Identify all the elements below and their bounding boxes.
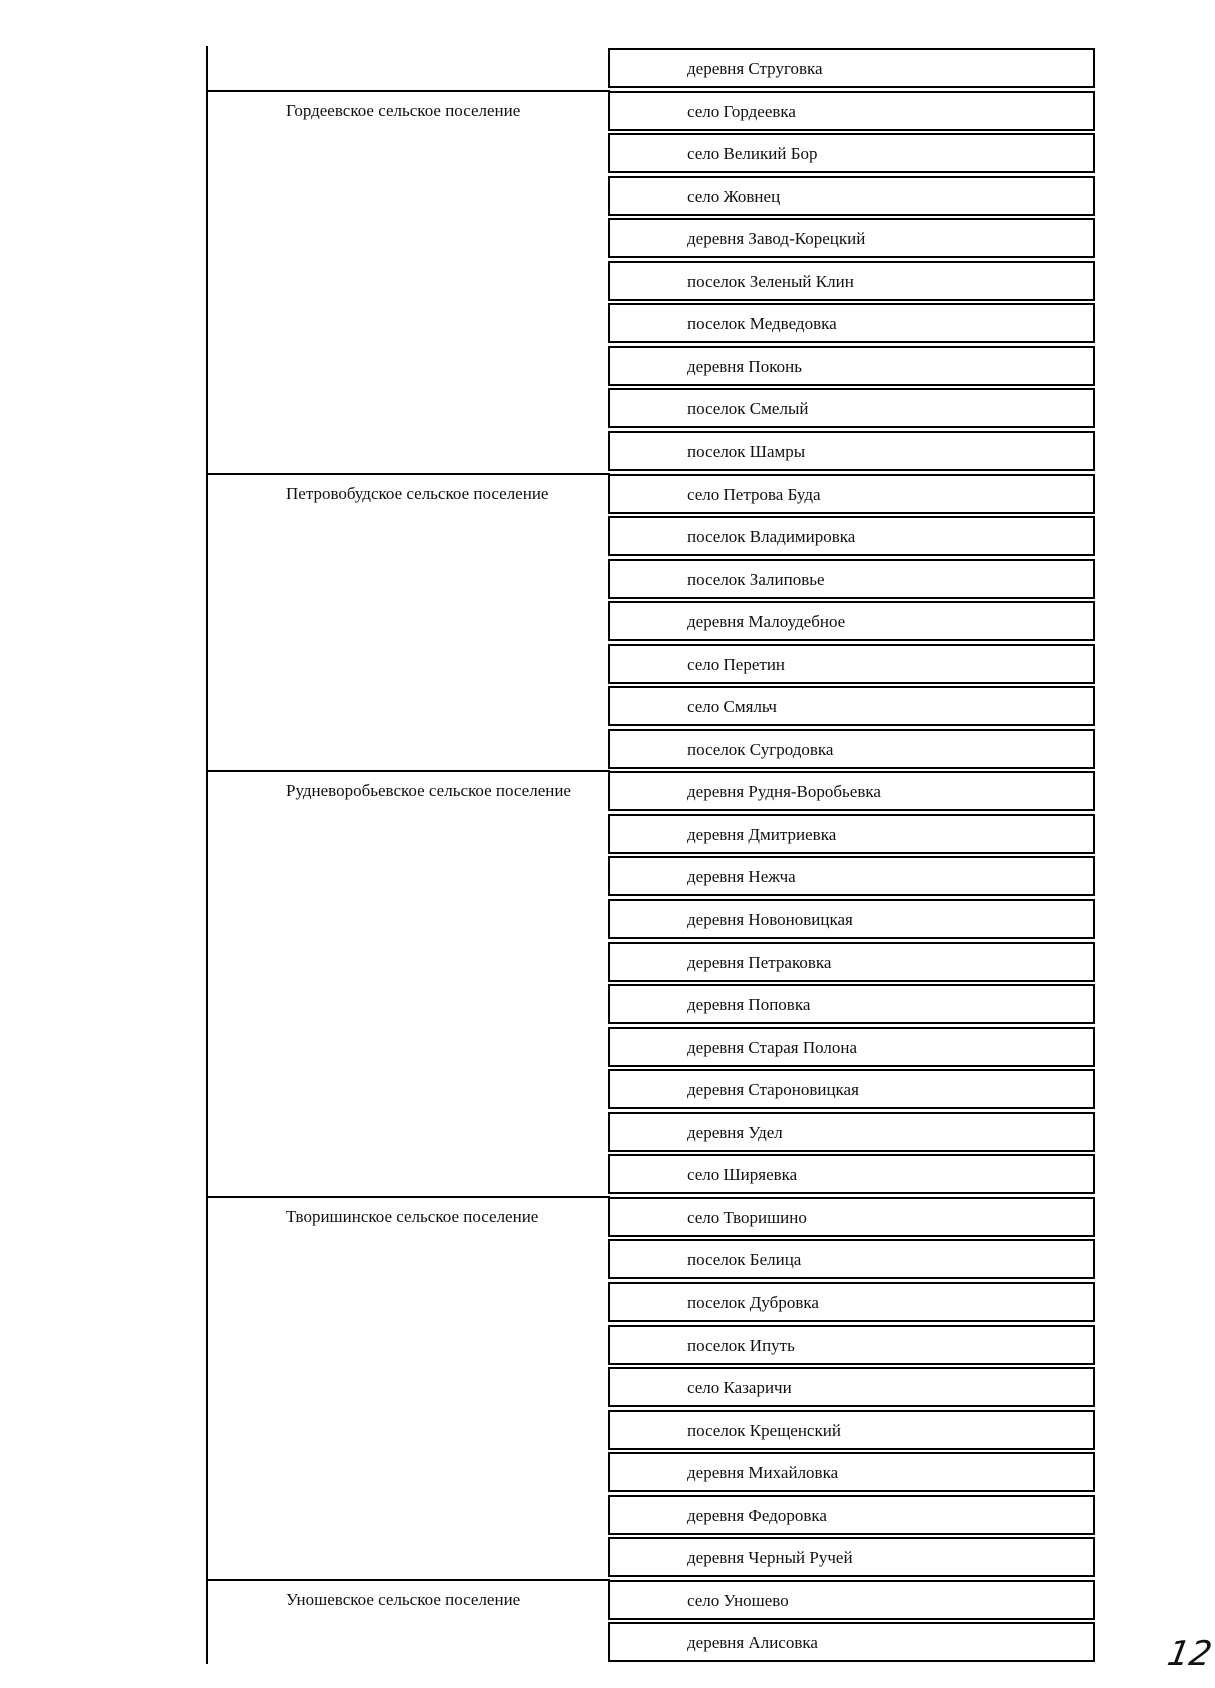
group-separator	[206, 1579, 610, 1581]
settlement-row	[608, 1325, 1095, 1365]
settlement-name: село Великий Бор	[687, 144, 818, 164]
settlement-name: поселок Ипуть	[687, 1335, 795, 1355]
settlement-row	[608, 1027, 1095, 1067]
settlement-row	[608, 431, 1095, 471]
settlement-row	[608, 1197, 1095, 1237]
settlement-name: поселок Дубровка	[687, 1292, 819, 1312]
settlement-name: деревня Петраковка	[687, 952, 832, 972]
settlement-name: деревня Нежча	[687, 867, 796, 887]
settlement-name: село Перетин	[687, 654, 786, 674]
settlement-row	[608, 1495, 1095, 1535]
settlement-row	[608, 1367, 1095, 1407]
settlement-row	[608, 814, 1095, 854]
settlement-name: поселок Владимировка	[687, 527, 856, 547]
settlement-name: село Жовнец	[687, 186, 781, 206]
settlement-name: деревня Малоудебное	[687, 612, 846, 632]
settlement-name: поселок Залиповье	[687, 569, 825, 589]
settlement-row	[608, 388, 1095, 428]
settlement-row	[608, 771, 1095, 811]
page-number: 12	[1164, 1634, 1215, 1674]
settlement-name: деревня Новоновицкая	[687, 910, 853, 929]
poselenie-name: Творишинское сельское поселение	[286, 1206, 539, 1226]
settlement-name: деревня Черный Ручей	[687, 1548, 853, 1568]
settlement-name: деревня Струговка	[687, 59, 823, 78]
settlement-name: деревня Алисовка	[687, 1633, 818, 1653]
group-separator	[206, 473, 610, 475]
settlement-name: деревня Поповка	[687, 995, 811, 1015]
settlement-name: поселок Белица	[687, 1250, 802, 1270]
settlement-row	[608, 729, 1095, 769]
settlement-row	[608, 516, 1095, 556]
settlement-name: поселок Зеленый Клин	[687, 271, 854, 291]
group-separator	[206, 770, 610, 772]
settlement-row	[608, 1410, 1095, 1450]
settlement-name: село Смяльч	[687, 697, 777, 717]
settlement-name: деревня Староновицкая	[687, 1080, 859, 1100]
settlement-name: деревня Дмитриевка	[687, 824, 837, 844]
poselenie-name: Гордеевское сельское поселение	[286, 100, 521, 120]
settlement-row	[608, 984, 1095, 1024]
settlement-name: поселок Сугродовка	[687, 739, 834, 759]
settlement-row	[608, 1112, 1095, 1152]
settlement-name: село Гордеевка	[687, 101, 796, 121]
poselenie-name: Рудневоробьевское сельское поселение	[286, 781, 571, 801]
settlement-row	[608, 303, 1095, 343]
settlement-name: село Ширяевка	[687, 1165, 798, 1185]
column-left-border	[206, 46, 208, 1664]
settlement-row	[608, 1239, 1095, 1279]
group-separator	[206, 90, 610, 92]
settlement-name: поселок Медведовка	[687, 314, 837, 334]
settlement-name: поселок Крещенский	[687, 1420, 841, 1440]
settlement-row	[608, 48, 1095, 88]
settlement-row	[608, 176, 1095, 216]
settlement-row	[608, 1282, 1095, 1322]
poselenie-name: Уношевское сельское поселение	[286, 1589, 521, 1609]
settlement-row	[608, 856, 1095, 896]
settlement-name: поселок Шамры	[687, 441, 806, 461]
settlement-row	[608, 346, 1095, 386]
settlement-row	[608, 1069, 1095, 1109]
settlement-name: деревня Федоровка	[687, 1505, 827, 1525]
settlement-name: деревня Рудня-Воробьевка	[687, 782, 881, 802]
settlement-row	[608, 559, 1095, 599]
settlement-row	[608, 1580, 1095, 1620]
settlement-name: деревня Поконь	[687, 356, 802, 376]
settlement-name: село Уношево	[687, 1590, 789, 1610]
settlement-row	[608, 261, 1095, 301]
settlement-row	[608, 601, 1095, 641]
settlement-row	[608, 1622, 1095, 1662]
settlement-name: село Творишино	[687, 1207, 807, 1227]
group-separator	[206, 1196, 610, 1198]
settlement-row	[608, 899, 1095, 939]
settlement-row	[608, 644, 1095, 684]
settlement-row	[608, 474, 1095, 514]
poselenie-name: Петровобудское сельское поселение	[286, 483, 549, 503]
settlement-row	[608, 1452, 1095, 1492]
settlement-row	[608, 91, 1095, 131]
settlement-row	[608, 1154, 1095, 1194]
settlement-row	[608, 942, 1095, 982]
settlement-row	[608, 218, 1095, 258]
settlement-row	[608, 686, 1095, 726]
settlement-name: деревня Завод-Корецкий	[687, 229, 866, 249]
settlement-name: деревня Старая Полона	[687, 1037, 858, 1057]
settlement-row	[608, 1537, 1095, 1577]
settlement-name: село Петрова Буда	[687, 484, 821, 504]
settlement-name: поселок Смелый	[687, 399, 809, 419]
settlement-name: село Казаричи	[687, 1378, 792, 1398]
settlement-name: деревня Михайловка	[687, 1463, 839, 1483]
settlement-row	[608, 133, 1095, 173]
settlement-name: деревня Удел	[687, 1122, 783, 1142]
